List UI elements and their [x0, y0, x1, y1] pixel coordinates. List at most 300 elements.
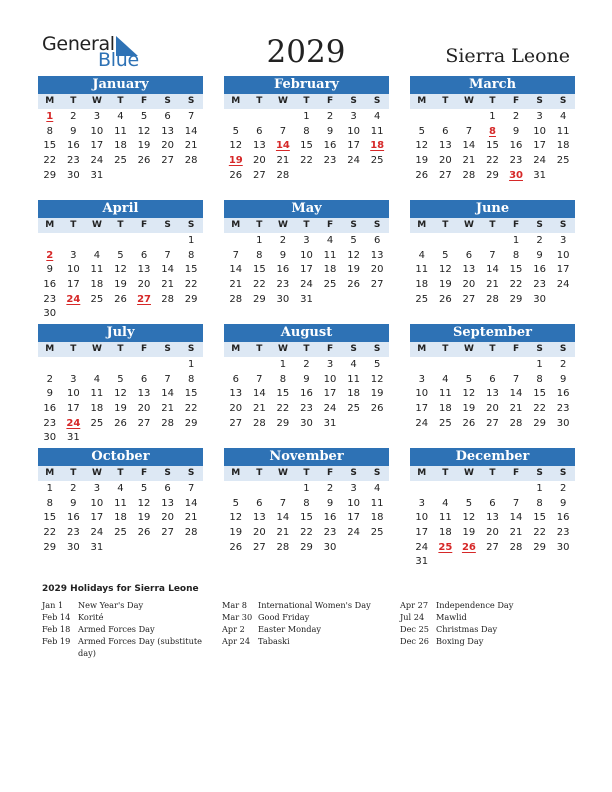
day-cell: 24 — [90, 527, 104, 539]
day-cell: 12 — [114, 388, 127, 400]
day-cell: 2 — [559, 359, 567, 370]
day-cell: 7 — [164, 373, 171, 385]
weekday-label: S — [187, 220, 195, 230]
weekday-label: W — [91, 344, 102, 354]
day-cell: 25 — [347, 403, 360, 415]
weekday-label: T — [489, 344, 496, 354]
day-cell: 5 — [140, 483, 148, 494]
day-cell: 25 — [90, 417, 104, 429]
day-cell: 7 — [489, 249, 496, 261]
month-header: March — [410, 76, 575, 94]
day-cell: 16 — [509, 140, 523, 152]
day-cell: 10 — [90, 497, 104, 509]
day-cell: 8 — [187, 373, 195, 385]
day-cell: 9 — [46, 264, 53, 276]
weekday-header — [224, 342, 389, 357]
day-cell: 8 — [536, 497, 543, 509]
weekday-label: W — [277, 344, 288, 354]
empty-cell — [504, 482, 528, 497]
day-cell: 20 — [252, 527, 266, 539]
day-cell: 1 — [303, 111, 310, 122]
empty-cell — [132, 234, 156, 249]
day-cell: 10 — [415, 512, 429, 524]
day-cell: 1 — [536, 359, 543, 370]
holiday-day: 24 — [66, 293, 81, 305]
day-cell: 20 — [486, 527, 499, 539]
day-cell: 8 — [303, 497, 310, 509]
day-cell: 12 — [438, 264, 452, 276]
day-cell: 23 — [533, 279, 546, 291]
holiday-day: 26 — [461, 541, 476, 553]
day-cell: 22 — [43, 527, 57, 539]
day-cell: 23 — [66, 527, 80, 539]
weekday-label: S — [164, 468, 171, 478]
day-cell: 29 — [43, 169, 57, 181]
day-cell: 29 — [486, 169, 499, 181]
day-cell: 4 — [117, 483, 124, 494]
day-cell: 20 — [486, 403, 499, 415]
day-cell: 7 — [232, 249, 239, 261]
day-cell: 1 — [512, 235, 520, 246]
day-cell: 20 — [161, 140, 174, 152]
day-cell: 4 — [559, 111, 567, 122]
weekday-label: T — [303, 96, 310, 106]
holiday-name: Good Friday — [258, 612, 310, 622]
weekday-label: T — [256, 344, 263, 354]
day-cell: 18 — [323, 264, 337, 276]
weekday-label: F — [326, 468, 334, 478]
day-cell: 8 — [512, 249, 520, 261]
day-cell: 11 — [114, 125, 127, 137]
holiday-day: 19 — [228, 155, 243, 167]
day-cell: 13 — [486, 388, 499, 400]
month-december — [410, 448, 575, 570]
weekday-label: S — [373, 468, 381, 478]
day-cell: 14 — [509, 512, 523, 524]
day-cell: 18 — [90, 403, 104, 415]
month-april — [38, 200, 203, 322]
day-cell: 3 — [418, 497, 425, 509]
day-cell: 16 — [556, 512, 570, 524]
holiday-name: Christmas Day — [436, 624, 498, 634]
day-cell: 15 — [43, 512, 57, 524]
month-header: August — [224, 324, 389, 342]
day-cell: 19 — [114, 279, 127, 291]
day-cell: 12 — [114, 264, 127, 276]
weekday-label: W — [277, 468, 288, 478]
empty-cell — [248, 358, 272, 373]
day-cell: 30 — [43, 308, 57, 320]
day-cell: 15 — [43, 140, 57, 152]
day-cell: 31 — [90, 169, 104, 181]
day-cell: 29 — [300, 541, 313, 553]
weekday-label: T — [303, 344, 310, 354]
day-cell: 2 — [70, 483, 77, 494]
day-grid — [224, 482, 389, 555]
weekday-header — [38, 342, 203, 357]
day-cell: 27 — [486, 541, 499, 553]
weekday-label: T — [256, 220, 263, 230]
holiday-row — [42, 635, 217, 659]
day-cell: 28 — [276, 169, 290, 181]
day-cell: 17 — [90, 512, 104, 524]
day-cell: 10 — [556, 249, 570, 261]
day-cell: 26 — [438, 293, 452, 305]
day-cell: 28 — [252, 417, 266, 429]
day-cell: 19 — [438, 279, 452, 291]
day-cell: 24 — [90, 155, 104, 167]
day-grid — [224, 110, 389, 183]
day-cell: 4 — [117, 111, 124, 122]
month-header: September — [410, 324, 575, 342]
weekday-label: S — [350, 344, 357, 354]
day-cell: 25 — [556, 155, 570, 167]
month-july — [38, 324, 203, 446]
day-cell: 20 — [161, 512, 174, 524]
day-cell: 17 — [300, 264, 313, 276]
day-cell: 2 — [279, 235, 287, 246]
holiday-day: 8 — [488, 125, 496, 137]
weekday-label: F — [512, 220, 520, 230]
day-cell: 31 — [90, 541, 104, 553]
holiday-row — [42, 623, 217, 635]
day-cell: 8 — [46, 497, 53, 509]
day-cell: 30 — [66, 541, 80, 553]
day-cell: 7 — [279, 125, 287, 137]
logo-blue-text: Blue — [98, 49, 139, 71]
holiday-date: Dec 26 — [400, 636, 430, 646]
day-cell: 21 — [229, 279, 243, 291]
empty-cell — [271, 482, 295, 497]
weekday-header — [224, 218, 389, 233]
day-cell: 11 — [90, 388, 104, 400]
day-cell: 17 — [415, 403, 429, 415]
empty-cell — [38, 234, 62, 249]
empty-cell — [224, 358, 248, 373]
day-cell: 29 — [533, 541, 546, 553]
day-cell: 8 — [46, 125, 53, 137]
holiday-name: Armed Forces Day — [78, 624, 155, 634]
day-cell: 21 — [486, 279, 499, 291]
day-cell: 20 — [229, 403, 243, 415]
day-cell: 27 — [229, 417, 243, 429]
day-cell: 31 — [66, 432, 80, 444]
day-cell: 29 — [43, 541, 57, 553]
day-cell: 1 — [303, 483, 310, 494]
holiday-column — [42, 599, 217, 659]
holiday-day: 1 — [46, 111, 54, 122]
month-header: June — [410, 200, 575, 218]
weekday-label: S — [559, 344, 567, 354]
day-cell: 1 — [46, 483, 53, 494]
day-cell: 5 — [232, 497, 239, 509]
day-cell: 27 — [252, 169, 266, 181]
day-cell: 4 — [93, 249, 101, 261]
day-cell: 16 — [276, 264, 290, 276]
day-cell: 3 — [70, 249, 77, 261]
day-cell: 25 — [438, 417, 452, 429]
day-cell: 6 — [256, 497, 263, 509]
day-cell: 5 — [442, 249, 449, 261]
weekday-label: S — [373, 344, 381, 354]
weekday-header — [224, 94, 389, 109]
day-cell: 14 — [161, 264, 174, 276]
weekday-label: W — [463, 96, 474, 106]
weekday-label: F — [140, 344, 148, 354]
weekday-label: T — [442, 220, 449, 230]
day-cell: 27 — [370, 279, 384, 291]
holiday-name: Korité — [78, 612, 104, 622]
weekday-label: W — [91, 468, 102, 478]
weekday-label: S — [536, 468, 543, 478]
day-cell: 11 — [556, 125, 570, 137]
day-cell: 29 — [184, 293, 198, 305]
day-cell: 3 — [93, 483, 101, 494]
holiday-day: 18 — [370, 140, 385, 152]
day-cell: 24 — [347, 155, 360, 167]
day-cell: 12 — [462, 512, 476, 524]
day-cell: 7 — [279, 497, 287, 509]
month-header: January — [38, 76, 203, 94]
day-cell: 2 — [512, 111, 520, 122]
weekday-label: S — [559, 96, 567, 106]
day-cell: 26 — [137, 155, 151, 167]
day-cell: 27 — [252, 541, 266, 553]
empty-cell — [248, 482, 272, 497]
day-cell: 23 — [43, 293, 57, 305]
weekday-label: T — [117, 220, 124, 230]
day-cell: 18 — [438, 403, 452, 415]
weekday-label: S — [559, 220, 567, 230]
day-cell: 9 — [326, 125, 334, 137]
day-cell: 3 — [350, 483, 357, 494]
day-cell: 15 — [533, 388, 546, 400]
day-cell: 18 — [438, 527, 452, 539]
holiday-row — [42, 599, 217, 611]
day-cell: 7 — [187, 111, 195, 122]
day-cell: 7 — [465, 125, 473, 137]
weekday-header — [38, 94, 203, 109]
holiday-row — [400, 599, 575, 611]
weekday-label: S — [187, 96, 195, 106]
holiday-day: 14 — [275, 140, 290, 152]
weekday-header — [224, 466, 389, 481]
day-cell: 26 — [114, 417, 127, 429]
holiday-column — [400, 599, 575, 647]
day-cell: 3 — [418, 373, 425, 385]
holiday-row — [222, 635, 397, 647]
day-cell: 3 — [93, 111, 101, 122]
day-cell: 13 — [229, 388, 243, 400]
day-cell: 22 — [43, 155, 57, 167]
day-cell: 22 — [509, 279, 523, 291]
day-cell: 28 — [509, 541, 523, 553]
day-cell: 29 — [533, 417, 546, 429]
day-cell: 12 — [137, 125, 151, 137]
weekday-header — [410, 342, 575, 357]
day-cell: 18 — [415, 279, 429, 291]
day-cell: 13 — [370, 249, 384, 261]
day-cell: 13 — [161, 125, 174, 137]
holiday-date: Apr 24 — [222, 636, 251, 646]
weekday-label: F — [512, 96, 520, 106]
day-cell: 12 — [347, 249, 360, 261]
day-cell: 14 — [184, 125, 198, 137]
weekday-label: F — [326, 220, 334, 230]
weekday-label: M — [231, 468, 241, 478]
day-cell: 2 — [326, 111, 334, 122]
day-cell: 17 — [323, 388, 337, 400]
day-cell: 21 — [276, 155, 290, 167]
weekday-header — [410, 94, 575, 109]
weekday-label: M — [231, 344, 241, 354]
weekday-header — [38, 466, 203, 481]
weekday-label: W — [463, 468, 474, 478]
day-cell: 14 — [184, 497, 198, 509]
day-cell: 3 — [326, 359, 334, 370]
day-cell: 7 — [164, 249, 171, 261]
empty-cell — [109, 358, 133, 373]
weekday-label: S — [164, 96, 171, 106]
month-november — [224, 448, 389, 555]
day-cell: 1 — [536, 483, 543, 494]
day-cell: 9 — [70, 125, 77, 137]
holiday-name: New Year's Day — [78, 600, 144, 610]
weekday-label: S — [559, 468, 567, 478]
day-cell: 18 — [556, 140, 570, 152]
day-cell: 9 — [70, 497, 77, 509]
day-cell: 1 — [187, 235, 195, 246]
weekday-label: M — [45, 468, 55, 478]
day-cell: 21 — [184, 140, 198, 152]
day-cell: 8 — [279, 373, 287, 385]
day-cell: 7 — [187, 483, 195, 494]
day-cell: 6 — [373, 235, 381, 246]
weekday-label: T — [70, 344, 77, 354]
empty-cell — [457, 234, 481, 249]
day-cell: 6 — [442, 125, 449, 137]
day-cell: 6 — [489, 373, 496, 385]
empty-cell — [434, 482, 458, 497]
day-cell: 7 — [512, 373, 520, 385]
empty-cell — [434, 358, 458, 373]
day-cell: 23 — [323, 155, 337, 167]
day-cell: 14 — [229, 264, 243, 276]
day-cell: 11 — [323, 249, 337, 261]
day-cell: 9 — [512, 125, 520, 137]
day-grid — [224, 358, 389, 431]
day-cell: 4 — [442, 373, 449, 385]
empty-cell — [62, 234, 86, 249]
day-cell: 3 — [350, 111, 357, 122]
day-cell: 26 — [462, 417, 476, 429]
empty-cell — [457, 358, 481, 373]
month-october — [38, 448, 203, 555]
day-cell: 27 — [486, 417, 499, 429]
day-cell: 11 — [347, 373, 360, 385]
day-cell: 25 — [323, 279, 337, 291]
empty-cell — [62, 358, 86, 373]
day-cell: 13 — [137, 264, 151, 276]
month-march — [410, 76, 575, 183]
day-cell: 25 — [415, 293, 429, 305]
day-cell: 10 — [323, 373, 337, 385]
day-cell: 7 — [512, 497, 520, 509]
day-cell: 30 — [276, 293, 290, 305]
day-cell: 1 — [187, 359, 195, 370]
empty-cell — [410, 234, 434, 249]
holiday-date: Feb 14 — [42, 612, 71, 622]
day-cell: 8 — [256, 249, 263, 261]
day-cell: 28 — [509, 417, 523, 429]
day-cell: 27 — [462, 293, 476, 305]
day-cell: 17 — [347, 140, 360, 152]
empty-cell — [132, 358, 156, 373]
day-cell: 19 — [462, 403, 476, 415]
month-header: April — [38, 200, 203, 218]
weekday-label: W — [91, 96, 102, 106]
day-cell: 26 — [347, 279, 360, 291]
empty-cell — [457, 482, 481, 497]
day-cell: 8 — [536, 373, 543, 385]
day-cell: 7 — [256, 373, 263, 385]
weekday-label: S — [187, 468, 195, 478]
day-cell: 22 — [533, 527, 546, 539]
day-grid — [38, 358, 203, 446]
weekday-label: F — [512, 468, 520, 478]
weekday-label: S — [373, 220, 381, 230]
day-cell: 11 — [90, 264, 104, 276]
empty-cell — [156, 358, 180, 373]
day-cell: 11 — [438, 512, 452, 524]
holiday-day: 27 — [137, 293, 151, 305]
day-cell: 2 — [326, 483, 334, 494]
day-cell: 17 — [556, 264, 570, 276]
empty-cell — [38, 358, 62, 373]
page-title: 2029 — [266, 34, 346, 70]
day-cell: 3 — [303, 235, 310, 246]
weekday-label: M — [45, 96, 55, 106]
weekday-label: S — [373, 96, 381, 106]
day-cell: 18 — [370, 512, 384, 524]
month-header: May — [224, 200, 389, 218]
weekday-label: S — [350, 468, 357, 478]
day-cell: 15 — [276, 388, 290, 400]
month-august — [224, 324, 389, 431]
weekday-label: F — [326, 96, 334, 106]
weekday-label: T — [303, 468, 310, 478]
holiday-date: Jan 1 — [42, 600, 64, 610]
day-cell: 6 — [489, 497, 496, 509]
day-cell: 1 — [489, 111, 496, 122]
day-cell: 5 — [465, 497, 473, 509]
day-cell: 10 — [415, 388, 429, 400]
day-cell: 28 — [161, 293, 174, 305]
day-cell: 14 — [161, 388, 174, 400]
holiday-name: Easter Monday — [258, 624, 322, 634]
day-cell: 31 — [300, 293, 313, 305]
day-cell: 5 — [350, 235, 357, 246]
empty-cell — [156, 234, 180, 249]
day-cell: 5 — [465, 373, 473, 385]
holiday-row — [42, 611, 217, 623]
day-cell: 21 — [184, 512, 198, 524]
weekday-label: S — [536, 96, 543, 106]
day-cell: 4 — [93, 373, 101, 385]
day-cell: 23 — [556, 403, 570, 415]
day-cell: 3 — [559, 235, 567, 246]
day-cell: 12 — [462, 388, 476, 400]
